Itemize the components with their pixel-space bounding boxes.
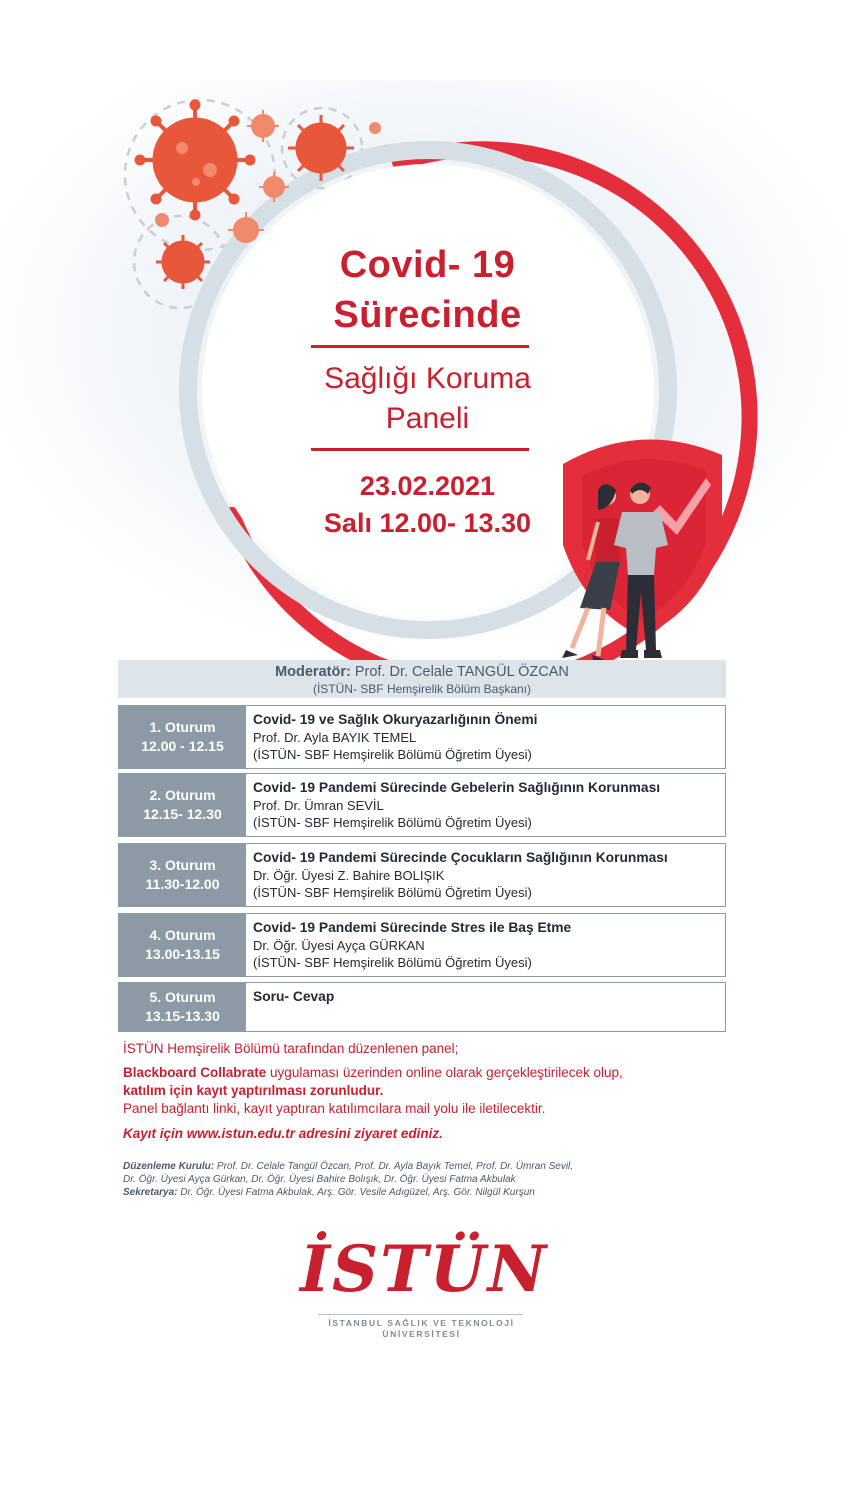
hero-title-line1: Covid- 19 [339, 244, 516, 286]
session-topic: Covid- 19 Pandemi Sürecinde Gebelerin Sağlığının Korunması [253, 780, 661, 795]
session-row [118, 773, 726, 837]
session-speaker: Prof. Dr. Ümran SEVİL [253, 797, 384, 813]
organizing-committee [123, 1160, 743, 1173]
virus-large [135, 100, 255, 220]
session-topic: Covid- 19 Pandemi Sürecinde Çocukların Sağlığının Korunması [253, 850, 668, 865]
session-content [253, 711, 721, 764]
hero-divider-bottom [311, 448, 529, 451]
notes-line: Panel bağlantı linki, kayıt yaptıran katılımcılara mail yolu ile iletilecektir. [123, 1101, 546, 1116]
session-affiliation: (İSTÜN- SBF Hemşirelik Bölümü Öğretim Üyesi) [253, 815, 532, 830]
hero-illustration [0, 0, 843, 680]
organizing-label: Düzenleme Kurulu: [123, 1161, 215, 1172]
event-date: 23.02.2021 [359, 471, 496, 501]
organizing-members-1: Prof. Dr. Celale Tangül Özcan, Prof. Dr. Ayla Bayık Temel, Prof. Dr. Ümran Sevil, [214, 1161, 574, 1172]
logo-subtitle [300, 1318, 543, 1340]
virus-lower [156, 235, 210, 289]
session-content [253, 919, 721, 972]
session-content [253, 988, 721, 1006]
moderator-bar [118, 660, 726, 698]
session-speaker: Dr. Öğr. Üyesi Ayça GÜRKAN [253, 937, 425, 953]
notes-line: İSTÜN Hemşirelik Bölümü tarafından düzenlenen panel; [123, 1041, 459, 1056]
session-content [253, 779, 721, 832]
secretariat [123, 1186, 743, 1199]
moderator-prefix: Moderatör: [275, 664, 351, 680]
event-time: Salı 12.00- 13.30 [323, 508, 532, 538]
session-time: 13.00-13.15 [145, 946, 220, 962]
session-label [119, 983, 246, 1031]
session-affiliation: (İSTÜN- SBF Hemşirelik Bölümü Öğretim Üyesi) [253, 955, 532, 970]
session-number: 2. Oturum [149, 787, 216, 803]
session-time: 12.00 - 12.15 [141, 738, 224, 754]
session-label [119, 706, 246, 768]
committee-info [123, 1160, 743, 1199]
hero-subtitle-line1: Sağlığı Koruma [324, 362, 531, 395]
session-row [118, 982, 726, 1032]
logo-subtitle-line2: ÜNİVERSİTESİ [382, 1329, 461, 1339]
session-label [119, 914, 246, 976]
session-topic: Covid- 19 ve Sağlık Okuryazarlığının Önemi [253, 712, 538, 727]
logo-divider [318, 1314, 523, 1315]
secretariat-members: Dr. Öğr. Üyesi Fatma Akbulak, Arş. Gör. Vesile Adıgüzel, Arş. Gör. Nilgül Kurşun [177, 1187, 535, 1198]
event-notes [123, 1040, 743, 1143]
session-label [119, 774, 246, 836]
hero-divider-top [311, 345, 529, 348]
logo-subtitle-line1: İSTANBUL SAĞLIK VE TEKNOLOJİ [328, 1318, 515, 1328]
registration-required: katılım için kayıt yaptırılması zorunludur. [123, 1083, 384, 1098]
moderator-name: Prof. Dr. Celale TANGÜL ÖZCAN [354, 664, 569, 680]
session-time: 13.15-13.30 [145, 1008, 220, 1024]
session-label [119, 844, 246, 906]
session-content [253, 849, 721, 902]
session-speaker: Dr. Öğr. Üyesi Z. Bahire BOLIŞIK [253, 867, 445, 883]
session-number: 5. Oturum [149, 989, 216, 1005]
notes-line [123, 1064, 743, 1082]
hero-title-line2: Sürecinde [333, 294, 522, 336]
session-affiliation: (İSTÜN- SBF Hemşirelik Bölümü Öğretim Üyesi) [253, 885, 532, 900]
secretariat-label: Sekretarya: [123, 1187, 178, 1198]
session-topic: Covid- 19 Pandemi Sürecinde Stres ile Baş Etme [253, 920, 572, 935]
session-number: 1. Oturum [149, 719, 216, 735]
session-number: 4. Oturum [149, 927, 216, 943]
session-speaker: Prof. Dr. Ayla BAYIK TEMEL [253, 729, 417, 745]
moderator-affiliation: (İSTÜN- SBF Hemşirelik Bölüm Başkanı) [312, 682, 532, 696]
session-number: 3. Oturum [149, 857, 216, 873]
registration-link[interactable]: Kayıt için www.istun.edu.tr adresini ziyaret ediniz. [123, 1126, 443, 1141]
hero-subtitle-line2: Paneli [385, 402, 470, 435]
organizing-members-2: Dr. Öğr. Üyesi Ayça Gürkan, Dr. Öğr. Üyesi Bahire Bolışık, Dr. Öğr. Üyesi Fatma Akbulak [123, 1174, 516, 1185]
notes-line-rest: uygulaması üzerinden online olarak gerçekleştirilecek olup, [266, 1065, 623, 1080]
session-row [118, 843, 726, 907]
session-time: 12.15- 12.30 [143, 806, 222, 822]
istun-logo: İSTÜN [300, 1232, 549, 1307]
platform-name: Blackboard Collabrate [123, 1065, 267, 1080]
session-affiliation: (İSTÜN- SBF Hemşirelik Bölümü Öğretim Üyesi) [253, 747, 532, 762]
session-row [118, 913, 726, 977]
session-row [118, 705, 726, 769]
moderator-line [118, 660, 726, 682]
session-time: 11.30-12.00 [145, 876, 220, 892]
session-topic: Soru- Cevap [253, 989, 335, 1004]
notes-line [123, 1082, 743, 1100]
